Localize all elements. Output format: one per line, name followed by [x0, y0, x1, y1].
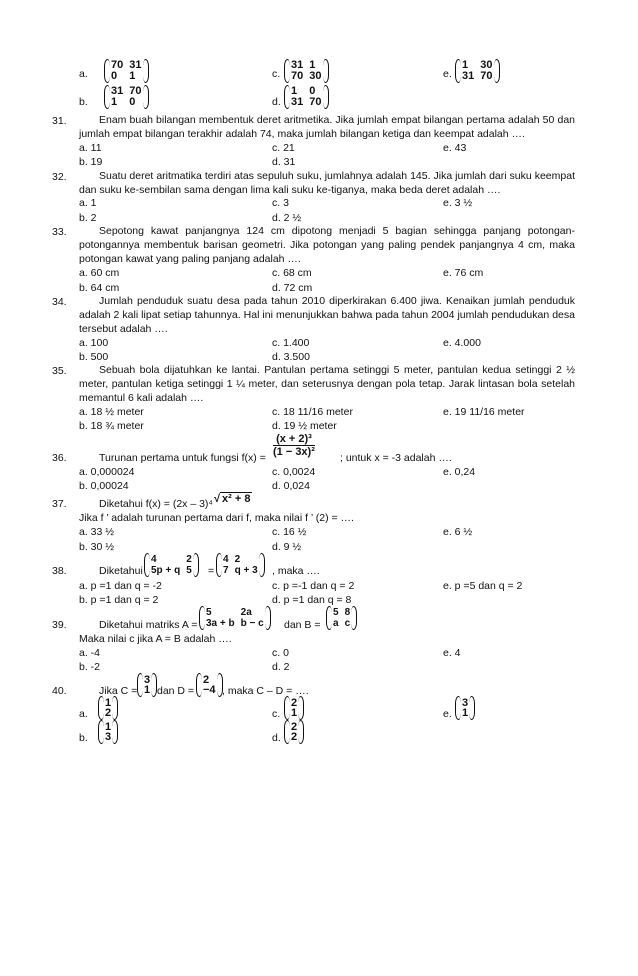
- q34-option-a: a. 100: [79, 337, 109, 349]
- q39-option-e: e. 4: [443, 647, 461, 659]
- q32-text: Suatu deret aritmatika terdiri atas sepuluh suku, jumlahnya adalah 145. Jika jumlah dari suku keempat dan suku ke-sembilan sama dengan lima kali suku ke-tiganya, maka beda deret adalah ….: [79, 170, 575, 196]
- q31-number: 31.: [52, 115, 67, 127]
- q35-option-c: c. 18 11/16 meter: [272, 406, 353, 418]
- q39-option-c: c. 0: [272, 647, 289, 659]
- q32-option-c: c. 3: [272, 197, 289, 209]
- q37-radicand: x² + 8: [222, 493, 251, 505]
- q40-a-label: a.: [79, 708, 88, 720]
- q33-option-b: b. 64 cm: [79, 282, 120, 294]
- q36-prefix: Turunan pertama untuk fungsi f(x) =: [99, 452, 266, 464]
- q30-c-label: c.: [272, 68, 281, 80]
- q37-line2: Jika f ’ adalah turunan pertama dari f, maka nilai f ’ (2) = ….: [79, 512, 354, 524]
- q36-numerator: (x + 2)³: [276, 433, 312, 445]
- q35-text: Sebuah bola dijatuhkan ke lantai. Pantulan pertama setinggi 5 meter, pantulan kedua setinggi 2 ½ meter, pantulan ketiga setinggi 1 ¼ meter, dan seterusnya dengan pola tetap. Jarak lintasan bola setelah memantul 6 kali adalah ….: [79, 364, 575, 404]
- q33-option-c: c. 68 cm: [272, 267, 312, 279]
- q40-c-vector: 2 1: [284, 696, 304, 720]
- q32-number: 32.: [52, 171, 67, 183]
- q40-vector-d: 2 −4: [196, 673, 223, 697]
- q39-line2: Maka nilai c jika A = B adalah ….: [79, 633, 232, 645]
- q30-e-label: e.: [443, 68, 452, 80]
- q34-option-b: b. 500: [79, 351, 109, 363]
- q32-option-b: b. 2: [79, 212, 97, 224]
- q40-suffix: , maka C – D = ….: [222, 685, 309, 697]
- q38-matrix-right: 4 2 7 q + 3: [216, 553, 265, 577]
- q36-option-d: d. 0,024: [272, 480, 310, 492]
- q36-suffix: ; untuk x = -3 adalah ….: [340, 452, 452, 464]
- q39-mid: dan B =: [284, 619, 321, 631]
- q40-e-vector: 3 1: [455, 696, 475, 720]
- q33-number: 33.: [52, 226, 67, 238]
- q36-number: 36.: [52, 452, 67, 464]
- q35-number: 35.: [52, 365, 67, 377]
- q40-b-label: b.: [79, 732, 88, 744]
- q30-b-matrix: 31 70 1 0: [104, 85, 149, 109]
- q36-option-b: b. 0,00024: [79, 480, 129, 492]
- q40-a-vector: 1 2: [98, 696, 118, 720]
- q35-option-d: d. 19 ½ meter: [272, 420, 337, 432]
- q34-option-c: c. 1.400: [272, 337, 310, 349]
- q40-d-label: d.: [272, 732, 281, 744]
- q39-label: Diketahui matriks A =: [99, 619, 198, 631]
- q36-option-e: e. 0,24: [443, 466, 476, 478]
- q37-option-e: e. 6 ½: [443, 526, 473, 538]
- q38-option-c: c. p =-1 dan q = 2: [272, 580, 355, 592]
- q39-option-a: a. -4: [79, 647, 101, 659]
- q38-option-e: e. p =5 dan q = 2: [443, 580, 523, 592]
- q39-option-b: b. -2: [79, 661, 101, 673]
- q37-option-a: a. 33 ½: [79, 526, 115, 538]
- q33-option-d: d. 72 cm: [272, 282, 313, 294]
- q37-option-c: c. 16 ½: [272, 526, 307, 538]
- q40-e-label: e.: [443, 708, 452, 720]
- q39-matrix-a: 5 2a 3a + b b − c: [199, 606, 271, 630]
- q40-vector-c: 3 1: [137, 673, 157, 697]
- q37-sqrt: √ x² + 8: [214, 493, 251, 505]
- q30-a-matrix: 70 31 0 1: [104, 59, 149, 83]
- q36-option-a: a. 0,000024: [79, 466, 135, 478]
- q40-mid: dan D =: [157, 685, 195, 697]
- q38-equals: =: [208, 565, 215, 577]
- q32-option-a: a. 1: [79, 197, 97, 209]
- q36-fraction: [273, 433, 315, 458]
- q37-option-d: d. 9 ½: [272, 541, 302, 553]
- q34-option-e: e. 4.000: [443, 337, 481, 349]
- q31-option-a: a. 11: [79, 142, 102, 154]
- q33-option-e: e. 76 cm: [443, 267, 484, 279]
- q37-option-b: b. 30 ½: [79, 541, 115, 553]
- q31-option-b: b. 19: [79, 156, 103, 168]
- q34-option-d: d. 3.500: [272, 351, 310, 363]
- q32-option-d: d. 2 ½: [272, 212, 302, 224]
- q39-number: 39.: [52, 619, 67, 631]
- q39-matrix-b: 5 8 a c: [326, 606, 357, 630]
- q40-label: Jika C =: [99, 685, 138, 697]
- q31-option-c: c. 21: [272, 142, 295, 154]
- q38-suffix: , maka ….: [272, 565, 320, 577]
- q35-option-e: e. 19 11/16 meter: [443, 406, 525, 418]
- q35-option-b: b. 18 ¾ meter: [79, 420, 144, 432]
- q38-label: Diketahui: [99, 565, 143, 577]
- q33-option-a: a. 60 cm: [79, 267, 120, 279]
- q38-number: 38.: [52, 565, 67, 577]
- q40-d-vector: 2 2: [284, 720, 304, 744]
- q30-c-matrix: 31 1 70 30: [284, 59, 329, 83]
- q30-b-label: b.: [79, 96, 88, 108]
- q40-number: 40.: [52, 685, 67, 697]
- q34-number: 34.: [52, 296, 67, 308]
- q35-option-a: a. 18 ½ meter: [79, 406, 144, 418]
- q31-option-d: d. 31: [272, 156, 296, 168]
- q38-matrix-left: 4 2 5p + q 5: [144, 553, 199, 577]
- q31-option-e: e. 43: [443, 142, 467, 154]
- q38-option-b: b. p =1 dan q = 2: [79, 594, 159, 606]
- q30-e-matrix: 1 30 31 70: [455, 59, 500, 83]
- q32-option-e: e. 3 ½: [443, 197, 473, 209]
- q30-a-label: a.: [79, 68, 88, 80]
- q31-text: Enam buah bilangan membentuk deret aritmetika. Jika jumlah empat bilangan pertama adalah 50 dan jumlah empat bilangan terakhir adalah 74, maka jumlah bilangan ketiga dan keempat adalah ….: [79, 114, 575, 140]
- q37-number: 37.: [52, 498, 67, 510]
- q40-c-label: c.: [272, 708, 281, 720]
- q36-option-c: c. 0,0024: [272, 466, 316, 478]
- q37-line1: Diketahui f(x) = (2x – 3)⁴: [99, 498, 213, 510]
- q30-d-matrix: 1 0 31 70: [284, 85, 329, 109]
- q38-option-a: a. p =1 dan q = -2: [79, 580, 162, 592]
- q36-denominator: (1 − 3x)²: [273, 446, 315, 458]
- q33-text: Sepotong kawat panjangnya 124 cm dipotong menjadi 5 bagian sehingga panjang potongan-potongannya membentuk barisan geometri. Jika potongan yang paling pendek panjangnya 4 cm, maka potongan kawat yang paling panjang adalah ….: [79, 225, 575, 265]
- q30-d-label: d.: [272, 96, 281, 108]
- q38-option-d: d. p =1 dan q = 8: [272, 594, 352, 606]
- q39-option-d: d. 2: [272, 661, 290, 673]
- q40-b-vector: 1 3: [98, 720, 118, 744]
- q34-text: Jumlah penduduk suatu desa pada tahun 2010 diperkirakan 6.400 jiwa. Kenaikan jumlah penduduk adalah 2 kali lipat setiap tahunnya. Hal ini menunjukkan bahwa pada tahun 2004 jumlah pendudukan desa tersebut adalah ….: [79, 295, 575, 335]
